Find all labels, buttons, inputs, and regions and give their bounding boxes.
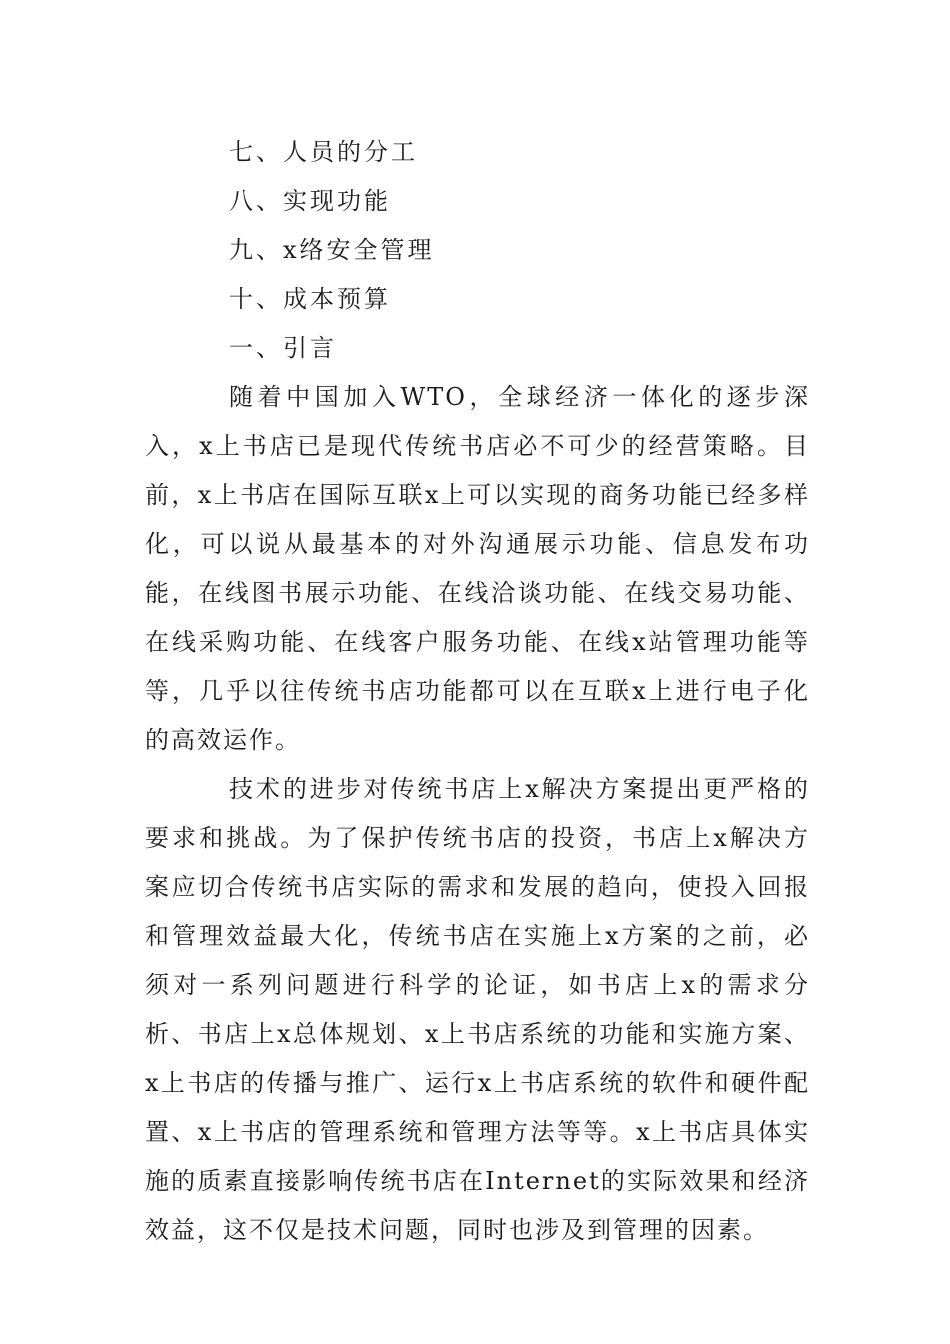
- heading-cost-budget: 十、成本预算: [229, 285, 391, 313]
- paragraph-introduction-1: 随着中国加入WTO，全球经济一体化的逐步深入，x上书店已是现代传统书店必不可少的经营策略。目前，x上书店在国际互联x上可以实现的商务功能已经多样化，可以说从最基本的对外沟通展示功能、信息发布功能，在线图书展示功能、在线洽谈功能、在线交易功能、在线采购功能、在线客户服务功能、在线x站管理功能等等，几乎以往传统书店功能都可以在互联x上进行电子化的高效运作。: [145, 383, 810, 754]
- heading-introduction: 一、引言: [229, 334, 337, 362]
- paragraph-introduction-2: 技术的进步对传统书店上x解决方案提出更严格的要求和挑战。为了保护传统书店的投资，书店上x解决方案应切合传统书店实际的需求和发展的趋向，使投入回报和管理效益最大化，传统书店在实施上x方案的之前，必须对一系列问题进行科学的论证，如书店上x的需求分析、书店上x总体规划、x上书店系统的功能和实施方案、x上书店的传播与推广、运行x上书店系统的软件和硬件配置、x上书店的管理系统和管理方法等等。x上书店具体实施的质素直接影响传统书店在Internet的实际效果和经济效益，这不仅是技术问题，同时也涉及到管理的因素。: [145, 775, 810, 1244]
- heading-network-security: 九、x络安全管理: [229, 236, 435, 264]
- heading-functions: 八、实现功能: [229, 187, 391, 215]
- heading-staff-division: 七、人员的分工: [229, 138, 418, 166]
- document-page: [145, 128, 810, 1255]
